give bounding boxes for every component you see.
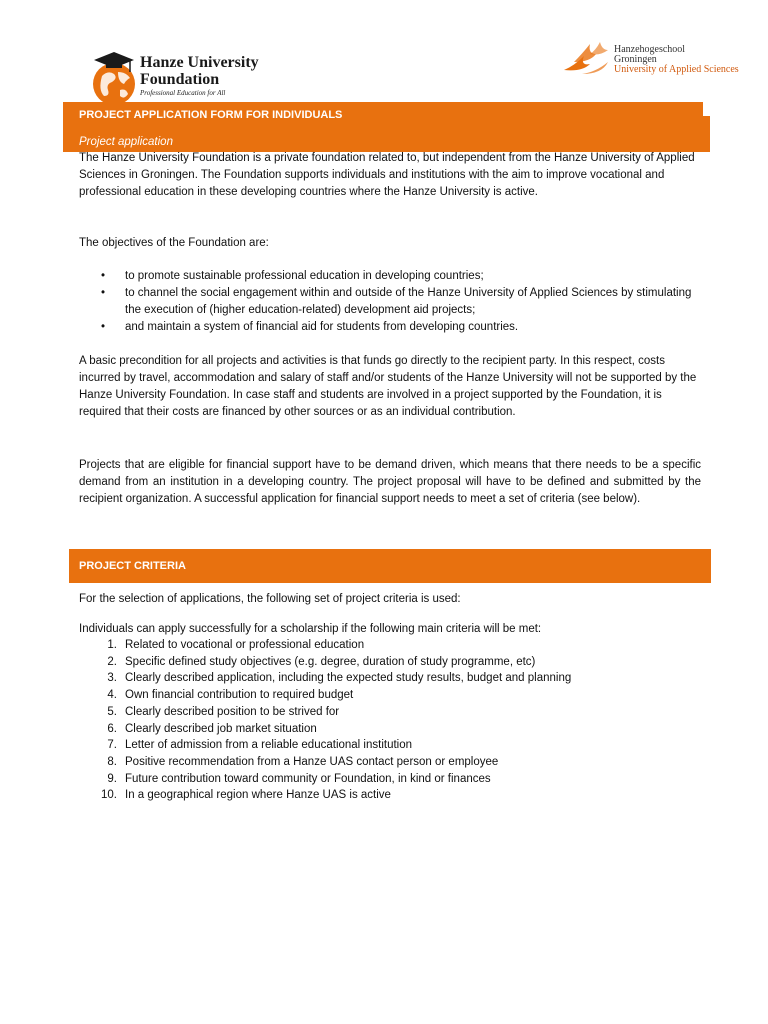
item-number: 8. — [107, 755, 117, 768]
item-number: 7. — [107, 739, 117, 752]
item-number: 4. — [107, 689, 117, 702]
list-item — [79, 319, 701, 336]
list-item — [79, 721, 701, 738]
title-text: PROJECT APPLICATION FORM FOR INDIVIDUALS — [79, 109, 343, 121]
criterion-text: Clearly described application, including the expected study results, budget and planning — [125, 672, 572, 685]
logo-name-line1: Hanze University — [140, 54, 259, 71]
school-name — [614, 45, 739, 75]
criterion-text: Future contribution toward community or Foundation, in kind or finances — [125, 772, 491, 785]
item-number: 10. — [101, 789, 117, 802]
criteria-intro-text: For the selection of applications, the following set of project criteria is used: — [79, 593, 461, 605]
criterion-text: In a geographical region where Hanze UAS is active — [125, 789, 391, 802]
bullet-icon: • — [101, 287, 106, 299]
bullet-icon: • — [101, 321, 106, 333]
objective-text: to channel the social engagement within and outside of the Hanze University of Applied Sciences by stimulating the execution of (higher education-related) development aid projects; — [125, 287, 692, 316]
intro-text: The Hanze University Foundation is a private foundation related to, but independent from the Hanze University of Applied Sciences in Groningen. The Foundation supports individuals and institutions with the aim to improve vocational and professional education in these developing countries where the Hanze University is active. — [79, 152, 695, 198]
item-number: 2. — [107, 655, 117, 668]
criterion-text: Clearly described job market situation — [125, 722, 317, 735]
criterion-text: Related to vocational or professional education — [125, 639, 365, 651]
objective-text: and maintain a system of financial aid for students from developing countries. — [125, 321, 519, 333]
criteria-list — [79, 637, 701, 804]
list-item — [79, 654, 701, 671]
objectives-heading — [79, 235, 701, 252]
objectives-list — [79, 268, 701, 336]
list-item — [79, 787, 701, 804]
criterion-text: Clearly described position to be strived for — [125, 705, 340, 718]
list-item — [79, 268, 701, 285]
precondition-paragraph — [79, 353, 701, 421]
school-name-line3: University of Applied Sciences — [614, 64, 739, 75]
title-bar — [63, 102, 703, 128]
criterion-text: Letter of admission from a reliable educational institution — [125, 739, 413, 752]
item-number: 6. — [107, 722, 117, 735]
school-name-line1: Hanzehogeschool — [614, 44, 686, 55]
item-number: 3. — [107, 672, 117, 685]
criterion-text: Specific defined study objectives (e.g. degree, duration of study programme, etc) — [125, 655, 536, 668]
list-item — [79, 771, 701, 788]
criterion-text: Positive recommendation from a Hanze UAS contact person or employee — [125, 755, 499, 768]
item-number: 5. — [107, 705, 117, 718]
list-item — [79, 285, 701, 319]
logo-name-line2: Foundation — [140, 71, 220, 88]
list-item — [79, 637, 701, 654]
hanzehogeschool-logo — [560, 40, 739, 80]
flame-icon — [560, 40, 616, 80]
eligibility-text: Projects that are eligible for financial support have to be demand driven, which means that there needs to be a specific demand from an institution in a developing country. The project proposal will have to be defined and submitted by the recipient organization. A successful application for financial support needs to meet a set of criteria (see below). — [79, 459, 701, 505]
eligibility-paragraph — [79, 457, 701, 508]
list-item — [79, 670, 701, 687]
objective-text: to promote sustainable professional education in developing countries; — [125, 270, 484, 282]
logo-tagline: Professional Education for All — [140, 89, 226, 97]
logo-name — [140, 54, 259, 88]
precondition-text: A basic precondition for all projects and activities is that funds go directly to the recipient party. In this respect, costs incurred by travel, accommodation and salary of staff and/or students of the Hanze University will not be supported by the Hanze University Foundation. In case staff and students are involved in a project supported by the Foundation, it is required that their costs are financed by other sources or as an individual contribution. — [79, 355, 697, 418]
item-number: 9. — [107, 772, 117, 785]
list-item — [79, 704, 701, 721]
objectives-heading-text: The objectives of the Foundation are: — [79, 237, 269, 249]
criteria-lead-text: Individuals can apply successfully for a scholarship if the following main criteria will be met: — [79, 623, 542, 635]
subtitle-text: Project application — [79, 136, 173, 148]
criteria-bar — [69, 549, 711, 583]
bullet-icon: • — [101, 270, 106, 282]
intro-paragraph — [79, 150, 701, 201]
hanze-foundation-logo — [84, 44, 284, 108]
list-item — [79, 737, 701, 754]
criteria-lead — [79, 621, 701, 638]
criteria-bar-text: PROJECT CRITERIA — [79, 560, 186, 572]
criterion-text: Own financial contribution to required budget — [125, 689, 354, 702]
item-number: 1. — [107, 639, 117, 651]
list-item — [79, 687, 701, 704]
criteria-intro — [79, 591, 701, 608]
list-item — [79, 754, 701, 771]
school-name-line2: Groningen — [614, 54, 657, 65]
